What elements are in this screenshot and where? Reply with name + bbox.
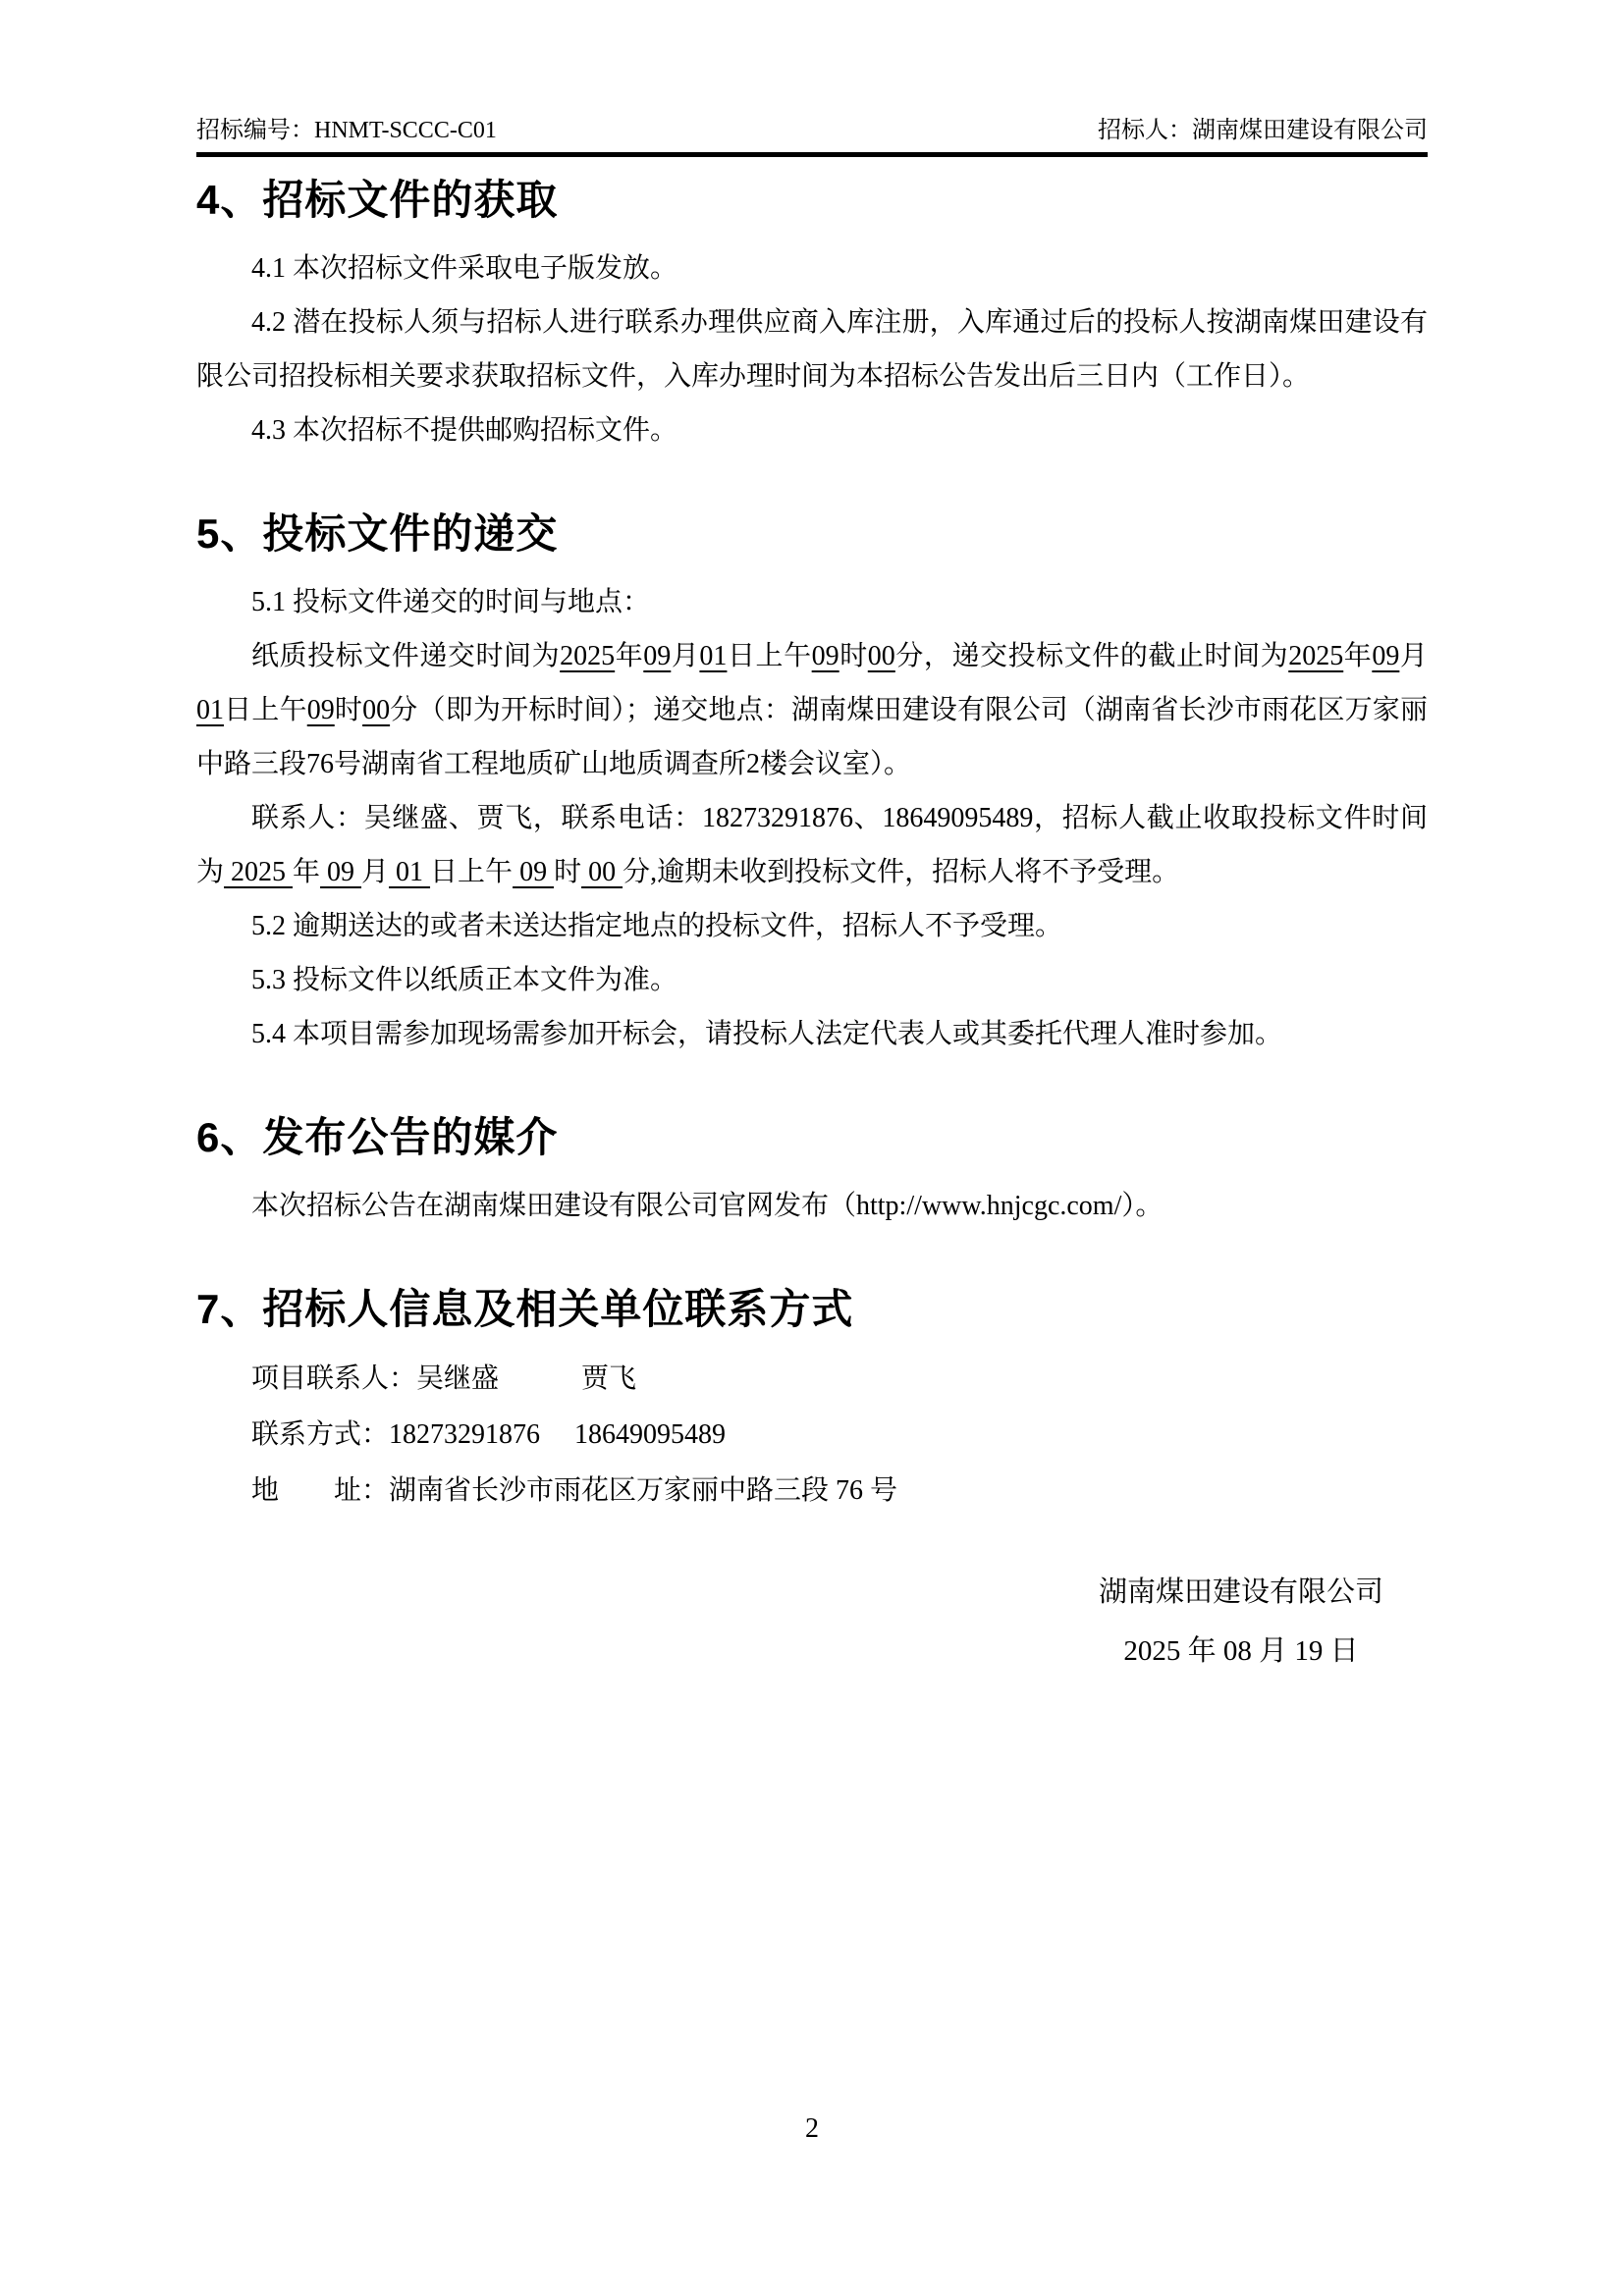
signature-block	[1094, 1563, 1388, 1681]
contact-address-line: 地 址：湖南省长沙市雨花区万家丽中路三段 76 号	[251, 1475, 898, 1506]
paragraph-5-2: 5.2 逾期送达的或者未送达指定地点的投标文件，招标人不予受理。	[251, 911, 1063, 941]
paragraph-4-3: 4.3 本次招标不提供邮购招标文件。	[251, 415, 678, 446]
tender-number: 招标编号：HNMT-SCCC-C01	[196, 118, 497, 143]
signature-company: 湖南煤田建设有限公司	[1098, 1576, 1383, 1608]
paragraph-5-4: 5.4 本项目需参加现场需参加开标会，请投标人法定代表人或其委托代理人准时参加。	[251, 1019, 1283, 1049]
section-4-title: 4、招标文件的获取	[196, 177, 559, 223]
signature-date: 2025 年 08 月 19 日	[1123, 1635, 1359, 1667]
page-header	[196, 0, 1428, 145]
section-6-title: 6、发布公告的媒介	[196, 1114, 559, 1160]
paragraph-5-3: 5.3 投标文件以纸质正本文件为准。	[251, 965, 678, 995]
paragraph-5-contacts: 联系人：吴继盛、贾飞，联系电话：18273291876、18649095489，招标人截止收取投标文件时间为 2025 年 09 月 01 日上午 09 时 00 分,逾期未收到投标文件，招标人将不予受理。	[196, 803, 1428, 887]
section-5-title: 5、投标文件的递交	[196, 510, 559, 557]
tenderer-name: 招标人：湖南煤田建设有限公司	[1098, 118, 1428, 143]
paragraph-6-media: 本次招标公告在湖南煤田建设有限公司官网发布（http://www.hnjcgc.com/）。	[251, 1191, 1164, 1221]
page-number: 2	[805, 2113, 819, 2144]
paragraph-4-2: 4.2 潜在投标人须与招标人进行联系办理供应商入库注册，入库通过后的投标人按湖南煤田建设有限公司招投标相关要求获取招标文件，入库办理时间为本招标公告发出后三日内（工作日）。	[196, 307, 1428, 392]
header-rule	[196, 152, 1428, 157]
paragraph-5-1: 5.1 投标文件递交的时间与地点：	[251, 587, 651, 617]
paragraph-4-1: 4.1 本次招标文件采取电子版发放。	[251, 253, 678, 284]
contact-person-line: 项目联系人：吴继盛 贾飞	[251, 1363, 637, 1394]
paragraph-5-submission-time: 纸质投标文件递交时间为2025年09月01日上午09时00分，递交投标文件的截止时间为2025年09月01日上午09时00分（即为开标时间）；递交地点：湖南煤田建设有限公司（湖南省长沙市雨花区万家丽中路三段76号湖南省工程地质矿山地质调查所2楼会议室）。	[196, 641, 1428, 779]
contact-phone-line: 联系方式：18273291876 18649095489	[251, 1419, 727, 1450]
section-7-title: 7、招标人信息及相关单位联系方式	[196, 1286, 854, 1332]
